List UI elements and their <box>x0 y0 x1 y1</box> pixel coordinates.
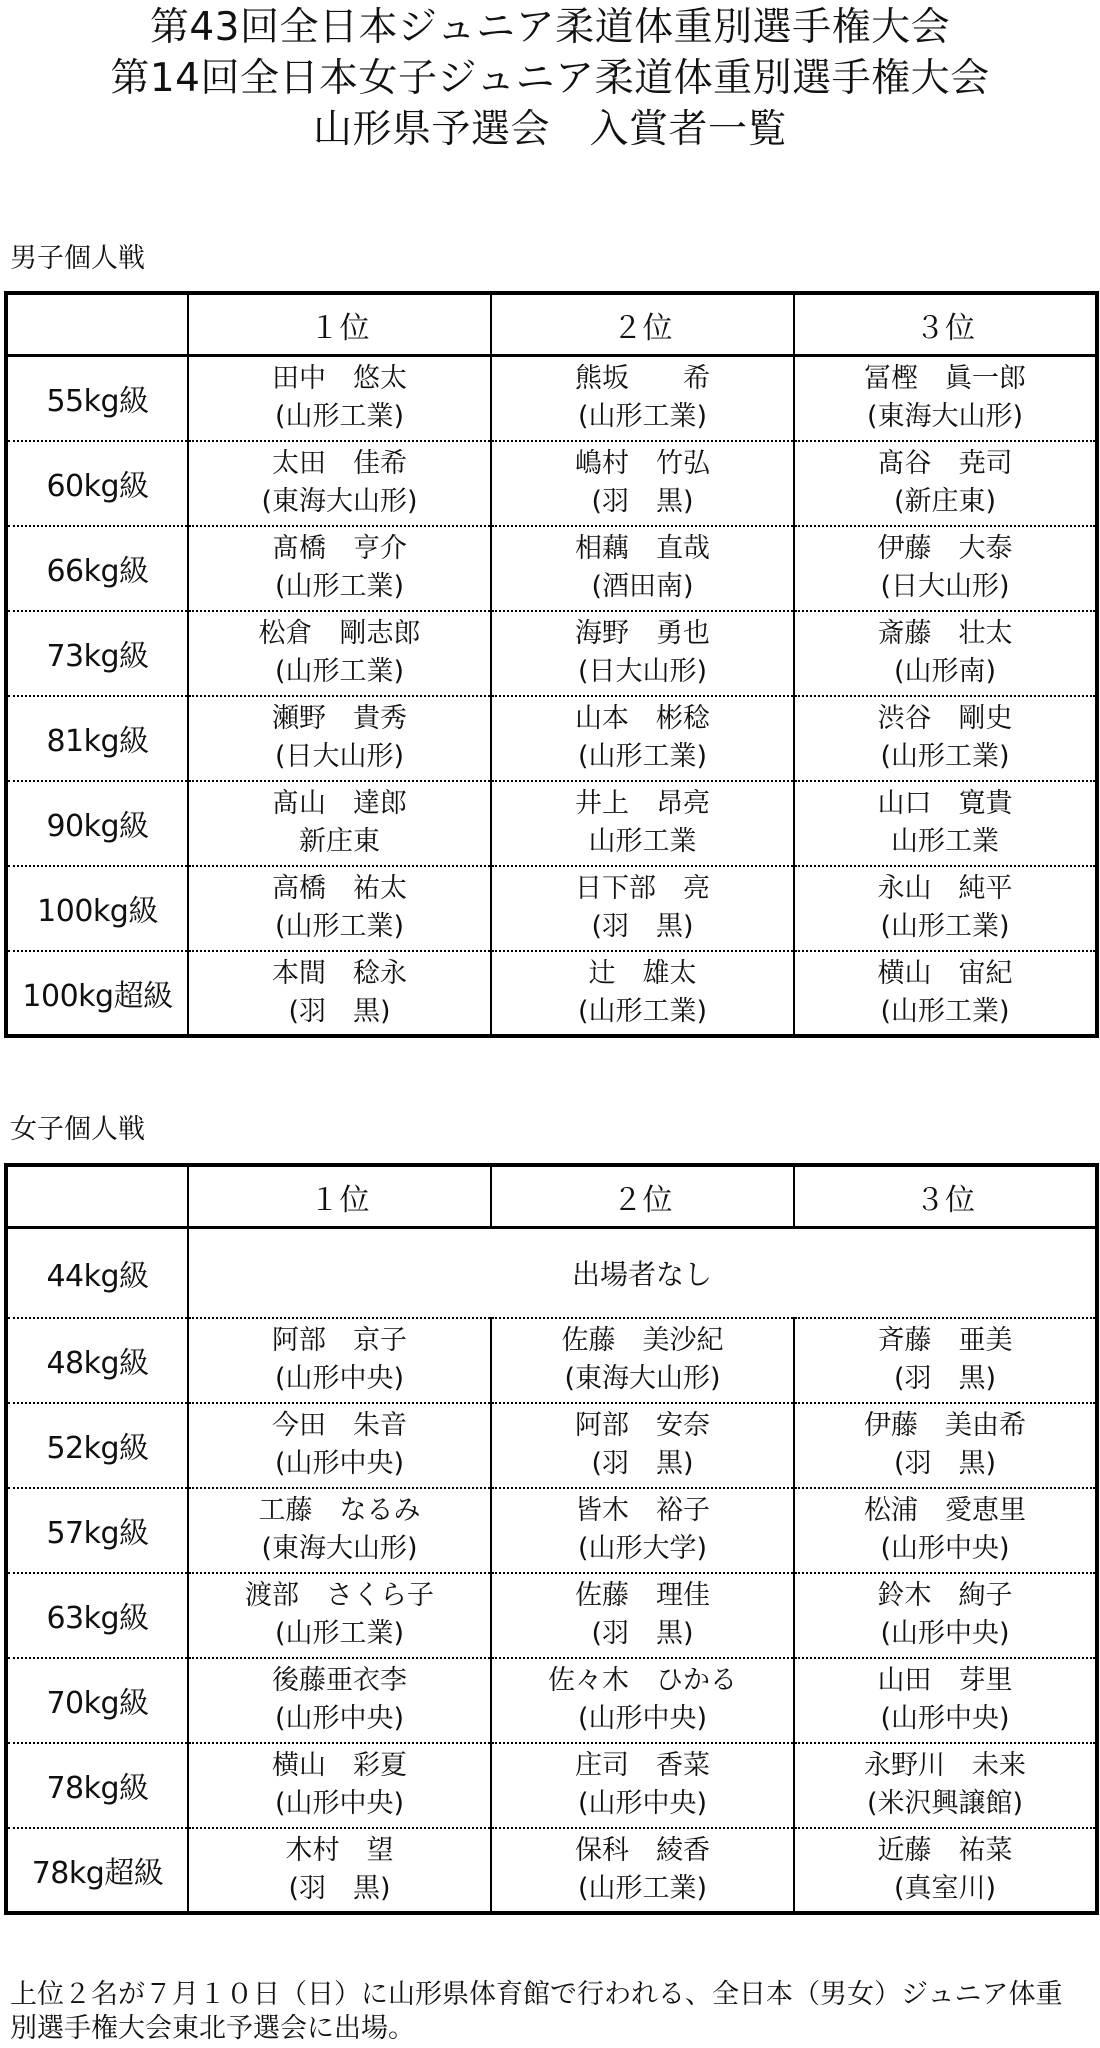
school-name: (山形中央) <box>274 1448 405 1479</box>
rank-1-cell <box>188 356 491 441</box>
rank-2-cell <box>491 866 794 951</box>
athlete-name: 斎藤 壮太 <box>877 618 1013 649</box>
athlete-name: 嶋村 竹弘 <box>575 448 710 479</box>
rank-3-cell <box>794 1658 1097 1743</box>
weight-class-row <box>6 781 1097 866</box>
athlete-name: 鈴木 絢子 <box>877 1580 1013 1611</box>
athlete-name: 工藤 なるみ <box>258 1495 421 1526</box>
school-name: (山形中央) <box>577 1788 708 1819</box>
school-name: (山形工業) <box>274 1618 405 1649</box>
athlete-name: 伊藤 大泰 <box>877 533 1013 564</box>
school-name: 新庄東 <box>299 826 380 857</box>
rank-2-cell <box>491 1318 794 1403</box>
no-entrants-cell: 出場者なし <box>188 1228 1097 1318</box>
rank-2-cell <box>491 356 794 441</box>
school-name: (東海大山形) <box>564 1363 721 1394</box>
athlete-name: 斉藤 亜美 <box>877 1325 1013 1356</box>
weight-class-row <box>6 611 1097 696</box>
athlete-name: 高橋 祐太 <box>272 873 407 904</box>
women-header-rank-1: １位 <box>188 1165 491 1228</box>
rank-2-cell <box>491 611 794 696</box>
rank-1-cell <box>188 526 491 611</box>
women-section-label: 女子個人戦 <box>10 1114 145 1145</box>
school-name: (東海大山形) <box>866 401 1024 433</box>
weight-class-cell: 57kg級 <box>6 1488 188 1573</box>
athlete-name: 山本 彬稔 <box>575 703 710 734</box>
athlete-name: 山口 寛貴 <box>877 788 1013 819</box>
athlete-name: 渋谷 剛史 <box>877 703 1013 734</box>
school-name: (山形工業) <box>274 571 405 602</box>
weight-class-row <box>6 1828 1097 1913</box>
men-header-rank-2: ２位 <box>491 293 794 356</box>
athlete-name: 今田 朱音 <box>272 1410 407 1441</box>
rank-3-cell <box>794 526 1097 611</box>
athlete-name: 本間 稔永 <box>272 957 407 989</box>
rank-3-cell <box>794 1743 1097 1828</box>
school-name: (羽 黒) <box>591 1618 694 1649</box>
school-name: (山形大学) <box>577 1533 708 1564</box>
athlete-name: 伊藤 美由希 <box>864 1410 1026 1441</box>
school-name: (山形南) <box>893 656 997 687</box>
women-header-rank-2: ２位 <box>491 1165 794 1228</box>
athlete-name: 松浦 愛恵里 <box>864 1495 1026 1526</box>
rank-3-cell <box>794 1318 1097 1403</box>
school-name: 山形工業 <box>588 826 697 857</box>
rank-3-cell <box>794 441 1097 526</box>
rank-1-cell <box>188 611 491 696</box>
weight-class-cell: 63kg級 <box>6 1573 188 1658</box>
weight-class-row <box>6 356 1097 441</box>
weight-class-cell: 90kg級 <box>6 781 188 866</box>
women-results-table <box>4 1163 1099 1915</box>
weight-class-cell: 100kg超級 <box>6 951 188 1036</box>
athlete-name: 熊坂 希 <box>575 363 710 395</box>
athlete-name: 後藤亜衣李 <box>272 1665 407 1696</box>
athlete-name: 阿部 安奈 <box>575 1410 710 1441</box>
weight-class-row <box>6 866 1097 951</box>
men-header-row <box>6 293 1097 356</box>
rank-2-cell <box>491 441 794 526</box>
women-header-rank-3: ３位 <box>794 1165 1097 1228</box>
rank-3-cell <box>794 356 1097 441</box>
athlete-name: 皆木 裕子 <box>575 1495 710 1526</box>
weight-class-cell: 81kg級 <box>6 696 188 781</box>
athlete-name: 木村 望 <box>285 1834 394 1866</box>
school-name: (羽 黒) <box>288 995 391 1027</box>
rank-3-cell <box>794 696 1097 781</box>
rank-3-cell <box>794 1573 1097 1658</box>
rank-3-cell <box>794 866 1097 951</box>
rank-2-cell <box>491 1488 794 1573</box>
weight-class-row <box>6 1658 1097 1743</box>
weight-class-cell: 78kg超級 <box>6 1828 188 1913</box>
rank-3-cell <box>794 951 1097 1036</box>
athlete-name: 松倉 剛志郎 <box>258 618 421 649</box>
athlete-name: 永野川 未来 <box>864 1750 1026 1781</box>
rank-1-cell <box>188 1658 491 1743</box>
athlete-name: 太田 佳希 <box>272 448 407 479</box>
school-name: (東海大山形) <box>261 486 418 517</box>
athlete-name: 保科 綾香 <box>575 1834 710 1866</box>
title-line-1: 第43回全日本ジュニア柔道体重別選手権大会 <box>149 5 951 50</box>
rank-2-cell <box>491 1403 794 1488</box>
men-header-rank-1: １位 <box>188 293 491 356</box>
rank-1-cell <box>188 1318 491 1403</box>
title-line-2: 第14回全日本女子ジュニア柔道体重別選手権大会 <box>110 56 990 101</box>
school-name: (山形工業) <box>577 741 708 772</box>
school-name: (山形工業) <box>880 741 1010 772</box>
school-name: (羽 黒) <box>591 911 694 942</box>
athlete-name: 佐藤 理佳 <box>575 1580 710 1611</box>
school-name: (山形工業) <box>274 656 405 687</box>
school-name: (羽 黒) <box>288 1872 391 1904</box>
weight-class-cell: 48kg級 <box>6 1318 188 1403</box>
weight-class-row <box>6 441 1097 526</box>
athlete-name: 日下部 亮 <box>575 873 710 904</box>
weight-class-cell: 73kg級 <box>6 611 188 696</box>
athlete-name: 横山 彩夏 <box>272 1750 407 1781</box>
rank-2-cell <box>491 1573 794 1658</box>
weight-class-cell: 44kg級 <box>6 1228 188 1318</box>
weight-class-row <box>6 1228 1097 1318</box>
weight-class-row <box>6 1318 1097 1403</box>
school-name: (羽 黒) <box>893 1448 997 1479</box>
rank-3-cell <box>794 781 1097 866</box>
document-title <box>0 2 1100 155</box>
athlete-name: 髙橋 亨介 <box>272 533 407 564</box>
school-name: (山形中央) <box>880 1533 1010 1564</box>
school-name: (真室川) <box>893 1872 997 1904</box>
rank-3-cell <box>794 611 1097 696</box>
athlete-name: 横山 宙紀 <box>877 957 1013 989</box>
athlete-name: 近藤 祐菜 <box>877 1834 1013 1866</box>
athlete-name: 佐々木 ひかる <box>548 1665 737 1696</box>
athlete-name: 永山 純平 <box>877 873 1013 904</box>
athlete-name: 相藕 直哉 <box>575 533 710 564</box>
school-name: (山形工業) <box>880 911 1010 942</box>
school-name: (山形工業) <box>577 995 708 1027</box>
rank-1-cell <box>188 1403 491 1488</box>
athlete-name: 山田 芽里 <box>877 1665 1013 1696</box>
athlete-name: 髙谷 尭司 <box>877 448 1013 479</box>
title-line-3: 山形県予選会 入賞者一覧 <box>312 107 787 152</box>
rank-3-cell <box>794 1828 1097 1913</box>
athlete-name: 阿部 京子 <box>272 1325 407 1356</box>
school-name: (山形中央) <box>274 1703 405 1734</box>
rank-3-cell <box>794 1488 1097 1573</box>
weight-class-cell: 60kg級 <box>6 441 188 526</box>
school-name: (羽 黒) <box>591 486 694 517</box>
rank-2-cell <box>491 951 794 1036</box>
school-name: (米沢興譲館) <box>866 1788 1024 1819</box>
weight-class-cell: 55kg級 <box>6 356 188 441</box>
school-name: (日大山形) <box>577 656 708 687</box>
rank-2-cell <box>491 1658 794 1743</box>
men-results-table <box>4 291 1099 1038</box>
athlete-name: 渡部 さくら子 <box>245 1580 434 1611</box>
school-name: (山形工業) <box>274 911 405 942</box>
school-name: (山形中央) <box>274 1788 405 1819</box>
rank-2-cell <box>491 1828 794 1913</box>
athlete-name: 庄司 香菜 <box>575 1750 710 1781</box>
athlete-name: 髙山 達郎 <box>272 788 407 819</box>
weight-class-row <box>6 1573 1097 1658</box>
men-section-label: 男子個人戦 <box>10 243 145 274</box>
weight-class-row <box>6 526 1097 611</box>
school-name: (酒田南) <box>591 571 694 602</box>
school-name: (山形工業) <box>274 401 405 433</box>
weight-class-cell: 52kg級 <box>6 1403 188 1488</box>
footnote: 上位２名が７月１０日（日）に山形県体育館で行われる、全日本（男女）ジュニア体重別選手権大会東北予選会に出場。 <box>10 1979 1063 2044</box>
rank-2-cell <box>491 696 794 781</box>
weight-class-row <box>6 1403 1097 1488</box>
rank-1-cell <box>188 696 491 781</box>
rank-3-cell <box>794 1403 1097 1488</box>
athlete-name: 瀬野 貴秀 <box>272 703 407 734</box>
weight-class-cell: 70kg級 <box>6 1658 188 1743</box>
school-name: (山形工業) <box>577 1872 708 1904</box>
school-name: (山形工業) <box>880 995 1010 1027</box>
rank-1-cell <box>188 951 491 1036</box>
men-header-rank-3: ３位 <box>794 293 1097 356</box>
school-name: (山形中央) <box>274 1363 405 1394</box>
school-name: (山形中央) <box>880 1618 1010 1649</box>
school-name: 山形工業 <box>891 826 999 857</box>
athlete-name: 辻 雄太 <box>588 957 697 989</box>
weight-class-row <box>6 1488 1097 1573</box>
rank-2-cell <box>491 526 794 611</box>
women-header-row <box>6 1165 1097 1228</box>
school-name: (東海大山形) <box>261 1533 418 1564</box>
school-name: (羽 黒) <box>893 1363 997 1394</box>
weight-class-cell: 66kg級 <box>6 526 188 611</box>
weight-class-row <box>6 1743 1097 1828</box>
school-name: (羽 黒) <box>591 1448 694 1479</box>
school-name: (日大山形) <box>880 571 1010 602</box>
rank-2-cell <box>491 1743 794 1828</box>
rank-1-cell <box>188 781 491 866</box>
rank-1-cell <box>188 441 491 526</box>
athlete-name: 佐藤 美沙紀 <box>561 1325 724 1356</box>
school-name: (山形工業) <box>577 401 708 433</box>
rank-1-cell <box>188 1573 491 1658</box>
weight-class-cell: 78kg級 <box>6 1743 188 1828</box>
athlete-name: 田中 悠太 <box>272 363 407 395</box>
weight-class-row <box>6 696 1097 781</box>
women-header-blank <box>6 1165 188 1228</box>
rank-1-cell <box>188 866 491 951</box>
weight-class-row <box>6 951 1097 1036</box>
athlete-name: 井上 昂亮 <box>575 788 710 819</box>
athlete-name: 冨樫 眞一郎 <box>864 363 1026 395</box>
school-name: (日大山形) <box>274 741 405 772</box>
rank-1-cell <box>188 1743 491 1828</box>
rank-1-cell <box>188 1828 491 1913</box>
school-name: (山形中央) <box>577 1703 708 1734</box>
school-name: (山形中央) <box>880 1703 1010 1734</box>
rank-1-cell <box>188 1488 491 1573</box>
men-header-blank <box>6 293 188 356</box>
weight-class-cell: 100kg級 <box>6 866 188 951</box>
athlete-name: 海野 勇也 <box>575 618 710 649</box>
school-name: (新庄東) <box>893 486 997 517</box>
rank-2-cell <box>491 781 794 866</box>
